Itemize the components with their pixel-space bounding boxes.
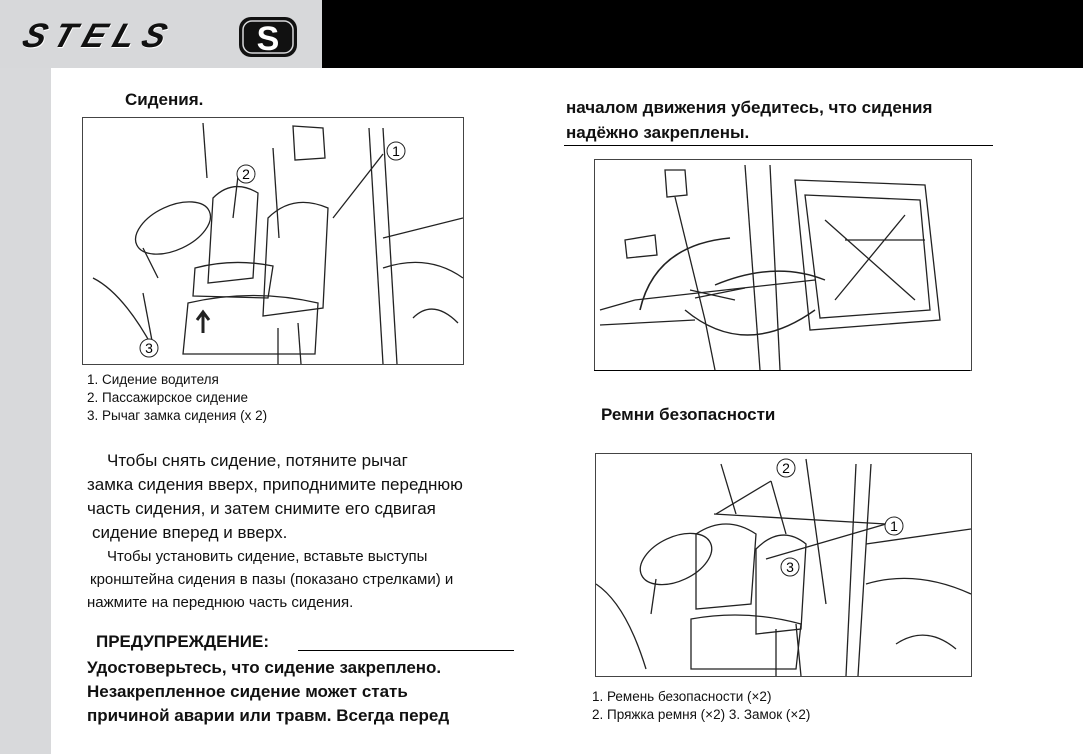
install-paragraph-line: Чтобы установить сидение, вставьте выступы	[107, 548, 428, 565]
warning-line: Незакрепленное сидение может стать	[87, 682, 408, 701]
badge-letter: S	[256, 20, 280, 58]
logo-area	[0, 0, 322, 68]
remove-paragraph-line: Чтобы снять сидение, потяните рычаг	[107, 451, 408, 470]
caption-item: 1. Сидение водителя	[87, 372, 219, 387]
header-bar	[322, 0, 1083, 68]
caption-item: 2. Пассажирское сидение	[87, 390, 249, 405]
belt-illustration	[596, 454, 971, 676]
continuation-line: началом движения убедитесь, что сидения	[566, 98, 933, 117]
belt-figure	[595, 453, 972, 677]
figure3-callout-1: 1	[890, 518, 898, 534]
brand-wordmark: STELS	[17, 17, 180, 55]
belts-heading: Ремни безопасности	[601, 405, 776, 424]
figure3-callouts	[777, 459, 903, 576]
continuation-rule	[564, 145, 993, 146]
warning-title: ПРЕДУПРЕЖДЕНИЕ:	[96, 632, 269, 651]
remove-paragraph-line: часть сидения, и затем снимите его сдвигая	[87, 499, 436, 518]
seat-bracket-figure	[594, 159, 972, 371]
figure1-callout-2: 2	[242, 166, 250, 182]
figure3-callout-3: 3	[786, 559, 794, 575]
bracket-illustration	[595, 160, 971, 370]
install-paragraph-line: нажмите на переднюю часть сидения.	[87, 594, 354, 611]
warning-line: Удостоверьтесь, что сидение закреплено.	[87, 658, 442, 677]
caption-item: 1. Ремень безопасности (×2)	[592, 689, 772, 704]
seats-heading: Сидения.	[125, 90, 204, 109]
figure3-caption-list	[592, 688, 810, 724]
side-strip	[0, 68, 51, 754]
figure1-callout-1: 1	[392, 143, 400, 159]
caption-item: 2. Пряжка ремня (×2) 3. Замок (×2)	[592, 707, 811, 722]
warning-line: причиной аварии или травм. Всегда перед	[87, 706, 450, 725]
remove-paragraph-line: замка сидения вверх, приподнимите переднюю	[87, 475, 463, 494]
figure-bottom-rule	[594, 370, 970, 371]
seat-illustration	[83, 118, 463, 364]
continuation-line: надёжно закреплены.	[566, 123, 750, 142]
figure1-caption-list	[87, 371, 267, 425]
figure1-callout-3: 3	[145, 340, 153, 356]
seat-figure	[82, 117, 464, 365]
figure3-callout-2: 2	[782, 460, 790, 476]
warning-rule	[298, 650, 514, 651]
brand-badge-icon	[236, 14, 300, 60]
install-paragraph-line: кронштейна сидения в пазы (показано стрелками) и	[90, 571, 454, 588]
caption-item: 3. Рычаг замка сидения (x 2)	[87, 408, 268, 423]
remove-paragraph-line: сидение вперед и вверх.	[92, 523, 288, 542]
